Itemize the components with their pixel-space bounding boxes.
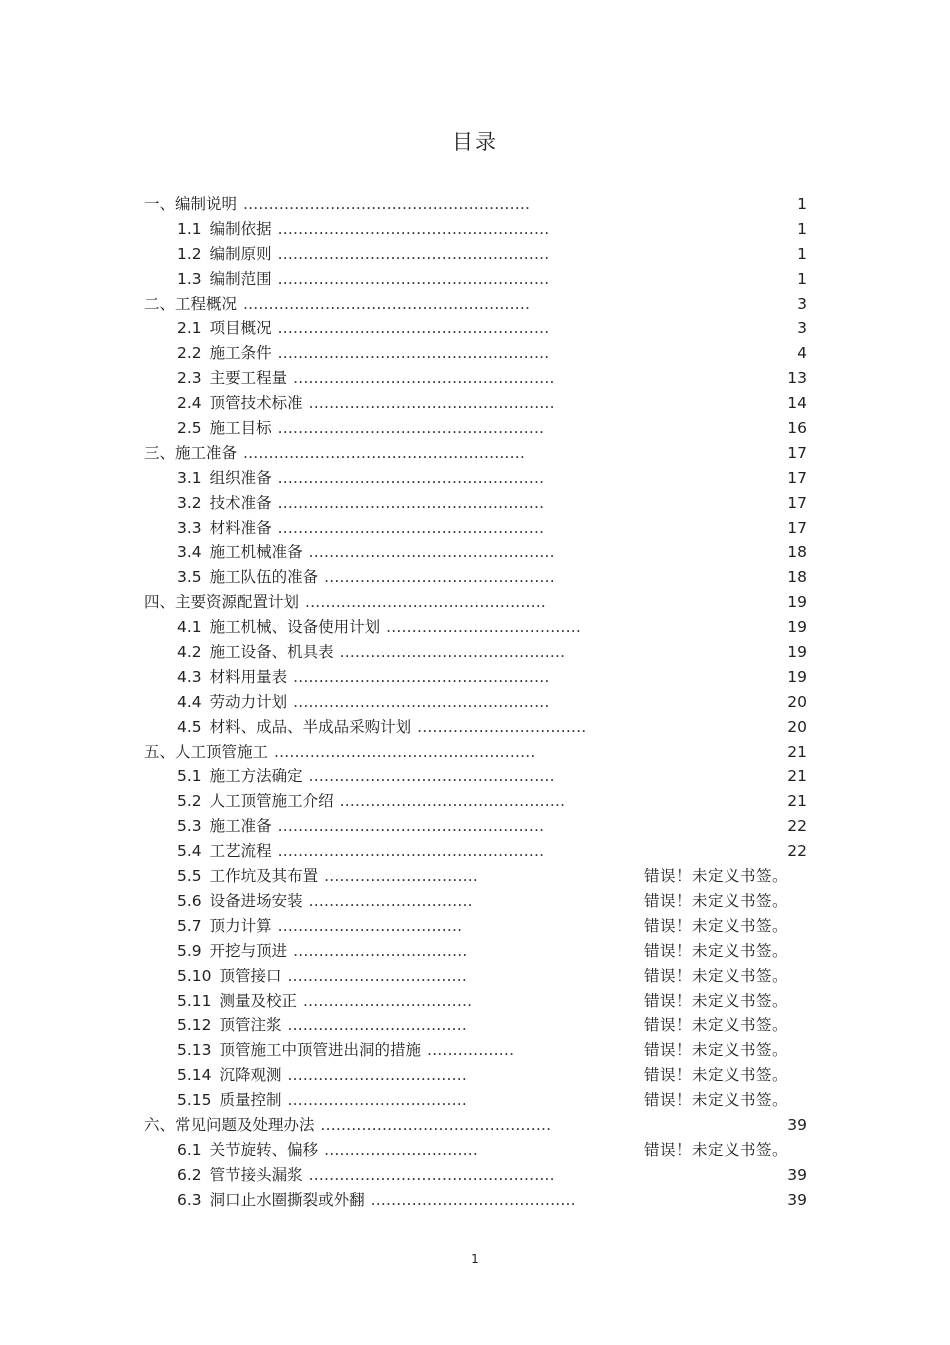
toc-page-number: 39 (787, 1115, 807, 1134)
toc-entry-label: 施工队伍的准备 (209, 568, 319, 587)
toc-entry-label: 材料用量表 (209, 667, 288, 686)
toc-entry-title (177, 1063, 467, 1088)
toc-entry[interactable] (0, 914, 950, 939)
toc-entry-title (177, 665, 550, 690)
table-of-contents (0, 192, 950, 1213)
toc-page-number: 13 (787, 369, 807, 388)
toc-entry[interactable] (0, 715, 950, 740)
toc-entry-title (177, 1163, 555, 1188)
toc-entry-title (177, 366, 555, 391)
toc-entry-number: 5.4 (177, 842, 202, 861)
toc-entry-title (177, 939, 468, 964)
toc-entry-title (177, 989, 472, 1014)
toc-page-number: 1 (797, 244, 807, 263)
toc-entry-title (177, 764, 555, 789)
toc-entry-title (177, 316, 549, 341)
toc-entry-number: 4.1 (177, 618, 202, 637)
toc-entry-title (144, 1113, 551, 1138)
toc-entry-number: 6.3 (177, 1190, 202, 1209)
toc-entry-title (177, 491, 544, 516)
toc-entry-title (177, 217, 549, 242)
toc-entry-label: 管节接头漏浆 (209, 1165, 303, 1184)
toc-entry[interactable] (0, 615, 950, 640)
toc-page-number: 17 (787, 518, 807, 537)
toc-entry-number: 3.5 (177, 568, 202, 587)
toc-entry-number: 2.4 (177, 394, 202, 413)
toc-entry-title (177, 267, 549, 292)
toc-page-number: 错误！未定义书签。 (643, 1041, 788, 1060)
toc-entry-label: 工艺流程 (209, 842, 272, 861)
toc-leader-dots: ..................................................... (277, 344, 550, 363)
toc-entry[interactable] (0, 964, 950, 989)
toc-page-number: 19 (787, 593, 807, 612)
toc-entry-label: 顶管注浆 (219, 1016, 282, 1035)
toc-leader-dots: .................................... (277, 916, 463, 935)
toc-leader-dots: ....................................................... (243, 443, 526, 462)
toc-entry-label: 组织准备 (209, 468, 272, 487)
toc-page-number: 3 (797, 294, 807, 313)
toc-leader-dots: .................................................... (277, 817, 545, 836)
toc-entry-number: 1.1 (177, 219, 202, 238)
toc-entry-label: 施工准备 (175, 443, 238, 462)
toc-entry-number: 5.3 (177, 817, 202, 836)
toc-entry[interactable] (0, 217, 950, 242)
toc-entry[interactable] (0, 441, 950, 466)
toc-entry-title (144, 740, 536, 765)
toc-entry-title (177, 242, 549, 267)
toc-leader-dots: ..................................................... (277, 319, 550, 338)
toc-entry-label: 施工准备 (209, 817, 272, 836)
toc-leader-dots: ................................................ (308, 767, 555, 786)
toc-entry-label: 洞口止水圈撕裂或外翻 (209, 1190, 365, 1209)
toc-entry-title (177, 914, 462, 939)
toc-entry[interactable] (0, 366, 950, 391)
toc-entry-number: 六、 (144, 1115, 176, 1134)
toc-leader-dots: ........................................ (370, 1190, 576, 1209)
toc-entry-label: 主要工程量 (209, 369, 288, 388)
toc-page-number: 错误！未定义书签。 (643, 1140, 788, 1159)
toc-entry-number: 5.7 (177, 916, 202, 935)
toc-leader-dots: ............................................... (305, 593, 547, 612)
toc-page-number: 错误！未定义书签。 (643, 941, 788, 960)
page-title: 目录 (452, 130, 498, 154)
toc-entry[interactable] (0, 1063, 950, 1088)
toc-leader-dots: .................................................. (293, 692, 550, 711)
toc-entry[interactable] (0, 1138, 950, 1163)
toc-entry[interactable] (0, 1088, 950, 1113)
toc-leader-dots: ............................................ (339, 643, 566, 662)
toc-entry-number: 5.2 (177, 792, 202, 811)
toc-entry[interactable] (0, 764, 950, 789)
toc-entry-number: 二、 (144, 294, 176, 313)
toc-page-number: 17 (787, 493, 807, 512)
toc-entry[interactable] (0, 640, 950, 665)
toc-entry-label: 施工目标 (209, 419, 272, 438)
toc-page-number: 1 (797, 219, 807, 238)
toc-leader-dots: .................................................... (277, 468, 545, 487)
toc-entry[interactable] (0, 391, 950, 416)
toc-entry-title (177, 889, 473, 914)
toc-entry-title (177, 964, 467, 989)
toc-entry-label: 编制依据 (209, 219, 272, 238)
toc-entry-label: 材料准备 (209, 518, 272, 537)
toc-leader-dots: ................. (427, 1041, 515, 1060)
toc-entry[interactable] (0, 491, 950, 516)
toc-entry-title (177, 391, 555, 416)
toc-entry-title (177, 1013, 467, 1038)
toc-page-number: 19 (787, 618, 807, 637)
toc-page-number: 18 (787, 543, 807, 562)
toc-leader-dots: .................................................... (277, 493, 545, 512)
toc-entry-number: 5.12 (177, 1016, 212, 1035)
toc-entry[interactable] (0, 1038, 950, 1063)
toc-entry-number: 1.2 (177, 244, 202, 263)
toc-entry[interactable] (0, 292, 950, 317)
toc-entry-label: 沉降观测 (219, 1066, 282, 1085)
toc-entry-number: 5.1 (177, 767, 202, 786)
toc-entry[interactable] (0, 590, 950, 615)
toc-leader-dots: .................................................... (277, 842, 545, 861)
toc-entry-title (177, 715, 586, 740)
toc-entry-number: 5.15 (177, 1091, 212, 1110)
toc-entry-title (177, 789, 565, 814)
toc-entry-number: 6.2 (177, 1165, 202, 1184)
toc-page-number: 18 (787, 568, 807, 587)
toc-entry[interactable] (0, 814, 950, 839)
toc-leader-dots: ........................................................ (243, 294, 531, 313)
toc-page-number: 错误！未定义书签。 (643, 916, 788, 935)
toc-leader-dots: ................................................ (308, 543, 555, 562)
toc-leader-dots: ...................................... (386, 618, 581, 637)
toc-entry-label: 顶力计算 (209, 916, 272, 935)
toc-entry[interactable] (0, 989, 950, 1014)
toc-entry[interactable] (0, 789, 950, 814)
toc-entry-label: 编制说明 (175, 195, 238, 213)
toc-entry-title (177, 540, 555, 565)
toc-entry-label: 施工设备、机具表 (209, 643, 334, 662)
toc-entry-number: 1.3 (177, 269, 202, 288)
toc-leader-dots: ................................... (287, 1091, 467, 1110)
toc-entry[interactable] (0, 341, 950, 366)
toc-page-number: 20 (787, 717, 807, 736)
toc-leader-dots: ................................................ (308, 394, 555, 413)
toc-entry[interactable] (0, 316, 950, 341)
toc-entry-title (177, 1088, 467, 1113)
toc-entry[interactable] (0, 839, 950, 864)
toc-page-number: 39 (787, 1190, 807, 1209)
toc-leader-dots: .............................. (324, 867, 478, 886)
toc-entry-label: 编制原则 (209, 244, 272, 263)
toc-leader-dots: .................................. (293, 941, 468, 960)
toc-leader-dots: ............................................. (320, 1115, 552, 1134)
toc-entry-label: 施工机械、设备使用计划 (209, 618, 381, 637)
toc-entry-title (177, 1188, 576, 1213)
toc-page-number: 21 (787, 792, 807, 811)
toc-entry-number: 5.6 (177, 891, 202, 910)
toc-entry-title (144, 292, 530, 317)
toc-leader-dots: ................................... (287, 966, 467, 985)
toc-entry-label: 劳动力计划 (209, 692, 288, 711)
toc-entry-label: 人工顶管施工介绍 (209, 792, 334, 811)
toc-page-number: 22 (787, 842, 807, 861)
page-number: 1 (471, 1252, 479, 1266)
toc-entry[interactable] (0, 1188, 950, 1213)
toc-entry-number: 2.3 (177, 369, 202, 388)
toc-page-number: 错误！未定义书签。 (643, 1066, 788, 1085)
toc-page-number: 错误！未定义书签。 (643, 867, 788, 886)
toc-entry-label: 主要资源配置计划 (175, 593, 300, 612)
toc-entry-title (177, 565, 555, 590)
toc-entry-number: 4.2 (177, 643, 202, 662)
toc-page-number: 19 (787, 667, 807, 686)
toc-leader-dots: ........................................................ (243, 195, 531, 213)
toc-entry[interactable] (0, 192, 950, 217)
toc-page-number: 21 (787, 767, 807, 786)
toc-entry-title (177, 466, 544, 491)
toc-entry-number: 3.1 (177, 468, 202, 487)
toc-page-number: 14 (787, 394, 807, 413)
toc-entry-number: 2.2 (177, 344, 202, 363)
toc-entry-label: 施工方法确定 (209, 767, 303, 786)
toc-entry-label: 施工条件 (209, 344, 272, 363)
toc-entry-number: 5.10 (177, 966, 212, 985)
toc-page-number: 错误！未定义书签。 (643, 966, 788, 985)
toc-entry[interactable] (0, 242, 950, 267)
toc-entry-label: 关节旋转、偏移 (209, 1140, 319, 1159)
toc-entry-label: 编制范围 (209, 269, 272, 288)
toc-entry-number: 4.4 (177, 692, 202, 711)
toc-entry-label: 项目概况 (209, 319, 272, 338)
toc-page-number: 22 (787, 817, 807, 836)
toc-page-number: 1 (797, 195, 807, 213)
toc-entry-label: 顶管技术标准 (209, 394, 303, 413)
toc-page-number: 16 (787, 419, 807, 438)
toc-leader-dots: ..................................................... (277, 219, 550, 238)
toc-entry[interactable] (0, 665, 950, 690)
toc-entry-number: 五、 (144, 742, 176, 761)
toc-entry-label: 常见问题及处理办法 (175, 1115, 315, 1134)
toc-entry-number: 4.5 (177, 717, 202, 736)
toc-entry[interactable] (0, 1163, 950, 1188)
toc-entry-title (177, 864, 478, 889)
toc-entry-label: 工程概况 (175, 294, 238, 313)
toc-entry-label: 工作坑及其布置 (209, 867, 319, 886)
toc-entry[interactable] (0, 864, 950, 889)
toc-entry-number: 5.13 (177, 1041, 212, 1060)
toc-leader-dots: ................................................ (308, 1165, 555, 1184)
toc-entry-label: 开挖与顶进 (209, 941, 288, 960)
toc-page-number: 错误！未定义书签。 (643, 1016, 788, 1035)
toc-entry[interactable] (0, 690, 950, 715)
toc-leader-dots: ................................. (417, 717, 587, 736)
toc-entry[interactable] (0, 939, 950, 964)
toc-entry-number: 四、 (144, 593, 176, 612)
toc-entry-number: 2.1 (177, 319, 202, 338)
toc-entry-title (177, 814, 544, 839)
toc-entry-number: 3.3 (177, 518, 202, 537)
toc-entry-title (177, 640, 565, 665)
toc-leader-dots: ..................................................... (277, 269, 550, 288)
toc-page-number: 21 (787, 742, 807, 761)
toc-leader-dots: .................................................... (277, 518, 545, 537)
toc-entry[interactable] (0, 740, 950, 765)
toc-leader-dots: ................................ (308, 891, 473, 910)
toc-entry-number: 三、 (144, 443, 176, 462)
toc-entry-number: 2.5 (177, 419, 202, 438)
toc-entry-title (144, 590, 546, 615)
toc-leader-dots: ................................... (287, 1016, 467, 1035)
toc-entry-label: 设备进场安装 (209, 891, 303, 910)
toc-entry-label: 技术准备 (209, 493, 272, 512)
toc-entry[interactable] (0, 516, 950, 541)
toc-entry[interactable] (0, 466, 950, 491)
toc-entry-label: 顶管施工中顶管进出洞的措施 (219, 1041, 422, 1060)
toc-page-number: 错误！未定义书签。 (643, 991, 788, 1010)
toc-leader-dots: ..................................................... (277, 244, 550, 263)
toc-page-number: 20 (787, 692, 807, 711)
toc-entry[interactable] (0, 1013, 950, 1038)
toc-page-number: 错误！未定义书签。 (643, 1091, 788, 1110)
toc-entry-title (177, 839, 544, 864)
toc-page-number: 17 (787, 443, 807, 462)
toc-entry[interactable] (0, 416, 950, 441)
toc-entry-label: 施工机械准备 (209, 543, 303, 562)
toc-leader-dots: ................................... (287, 1066, 467, 1085)
toc-leader-dots: .................................................... (277, 419, 545, 438)
toc-leader-dots: ............................................ (339, 792, 566, 811)
toc-entry-title (177, 1038, 514, 1063)
toc-entry-title (177, 615, 581, 640)
toc-entry-title (177, 690, 550, 715)
toc-entry-number: 5.5 (177, 867, 202, 886)
toc-entry-number: 4.3 (177, 667, 202, 686)
toc-entry-number: 3.4 (177, 543, 202, 562)
toc-entry-number: 3.2 (177, 493, 202, 512)
toc-entry-label: 测量及校正 (219, 991, 298, 1010)
toc-leader-dots: .................................................. (293, 667, 550, 686)
toc-entry-title (177, 341, 549, 366)
toc-page-number: 39 (787, 1165, 807, 1184)
toc-leader-dots: ................................................... (274, 742, 536, 761)
toc-entry-title (144, 192, 530, 217)
toc-page-number: 17 (787, 468, 807, 487)
toc-entry[interactable] (0, 540, 950, 565)
toc-entry-label: 人工顶管施工 (175, 742, 269, 761)
toc-entry-number: 5.14 (177, 1066, 212, 1085)
toc-entry-number: 6.1 (177, 1140, 202, 1159)
toc-entry-title (177, 416, 544, 441)
toc-entry-title (177, 1138, 478, 1163)
toc-leader-dots: ............................................. (324, 568, 555, 587)
toc-entry-number: 一、 (144, 195, 176, 213)
toc-page-number: 19 (787, 643, 807, 662)
toc-leader-dots: ................................................... (293, 369, 555, 388)
toc-entry[interactable] (0, 889, 950, 914)
toc-entry-title (144, 441, 525, 466)
toc-entry-title (177, 516, 544, 541)
toc-page-number: 3 (797, 319, 807, 338)
toc-page-number: 4 (797, 344, 807, 363)
toc-leader-dots: .............................. (324, 1140, 478, 1159)
toc-entry-label: 质量控制 (219, 1091, 282, 1110)
toc-entry-number: 5.9 (177, 941, 202, 960)
toc-entry[interactable] (0, 565, 950, 590)
toc-entry[interactable] (0, 1113, 950, 1138)
toc-entry[interactable] (0, 267, 950, 292)
toc-entry-label: 材料、成品、半成品采购计划 (209, 717, 412, 736)
toc-leader-dots: ................................. (303, 991, 473, 1010)
toc-page-number: 错误！未定义书签。 (643, 891, 788, 910)
toc-page-number: 1 (797, 269, 807, 288)
toc-entry-number: 5.11 (177, 991, 212, 1010)
toc-entry-label: 顶管接口 (219, 966, 282, 985)
